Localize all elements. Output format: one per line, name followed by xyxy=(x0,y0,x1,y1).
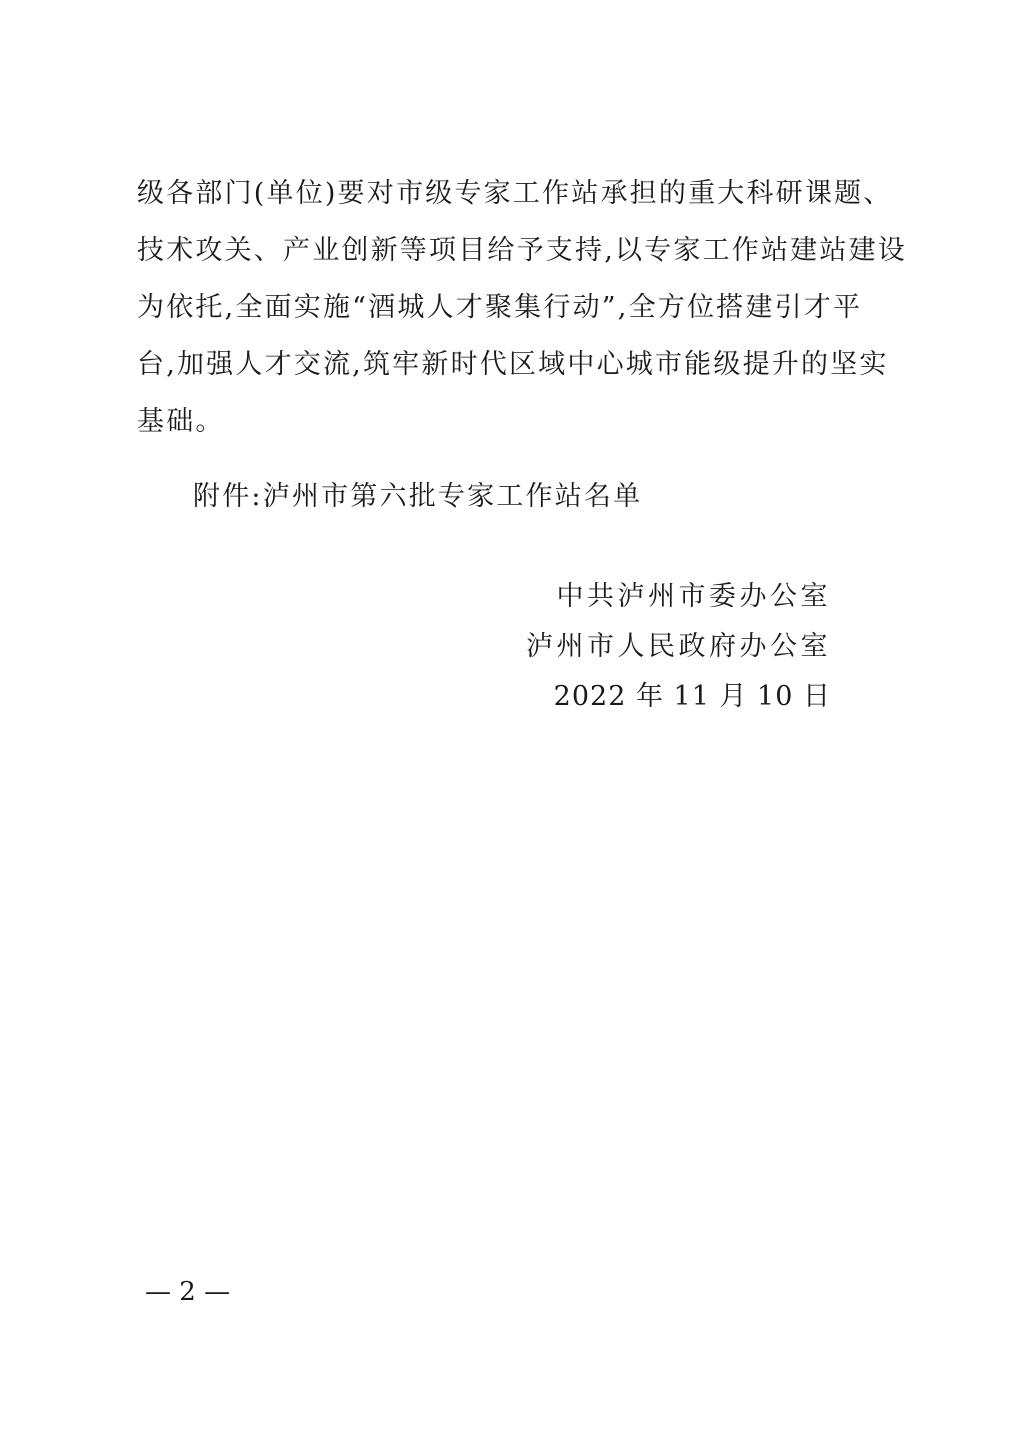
body-paragraph xyxy=(137,172,907,457)
body-line: 级各部门(单位)要对市级专家工作站承担的重大科研课题、 xyxy=(137,178,893,209)
signature-block xyxy=(526,575,831,725)
body-line: 技术攻关、产业创新等项目给予支持,以专家工作站建站建设 xyxy=(137,235,907,266)
body-line: 台,加强人才交流,筑牢新时代区域中心城市能级提升的坚实 xyxy=(137,349,889,380)
page-number: — 2 — xyxy=(145,1277,231,1307)
body-line: 基础。 xyxy=(137,406,225,437)
body-line: 为依托,全面实施“酒城人才聚集行动”,全方位搭建引才平 xyxy=(137,292,863,323)
issuing-office-2: 泸州市人民政府办公室 xyxy=(526,631,831,662)
attachment-note: 附件:泸州市第六批专家工作站名单 xyxy=(193,481,643,512)
issuing-office-1: 中共泸州市委办公室 xyxy=(556,581,831,612)
issue-date: 2022 年 11 月 10 日 xyxy=(553,681,831,712)
